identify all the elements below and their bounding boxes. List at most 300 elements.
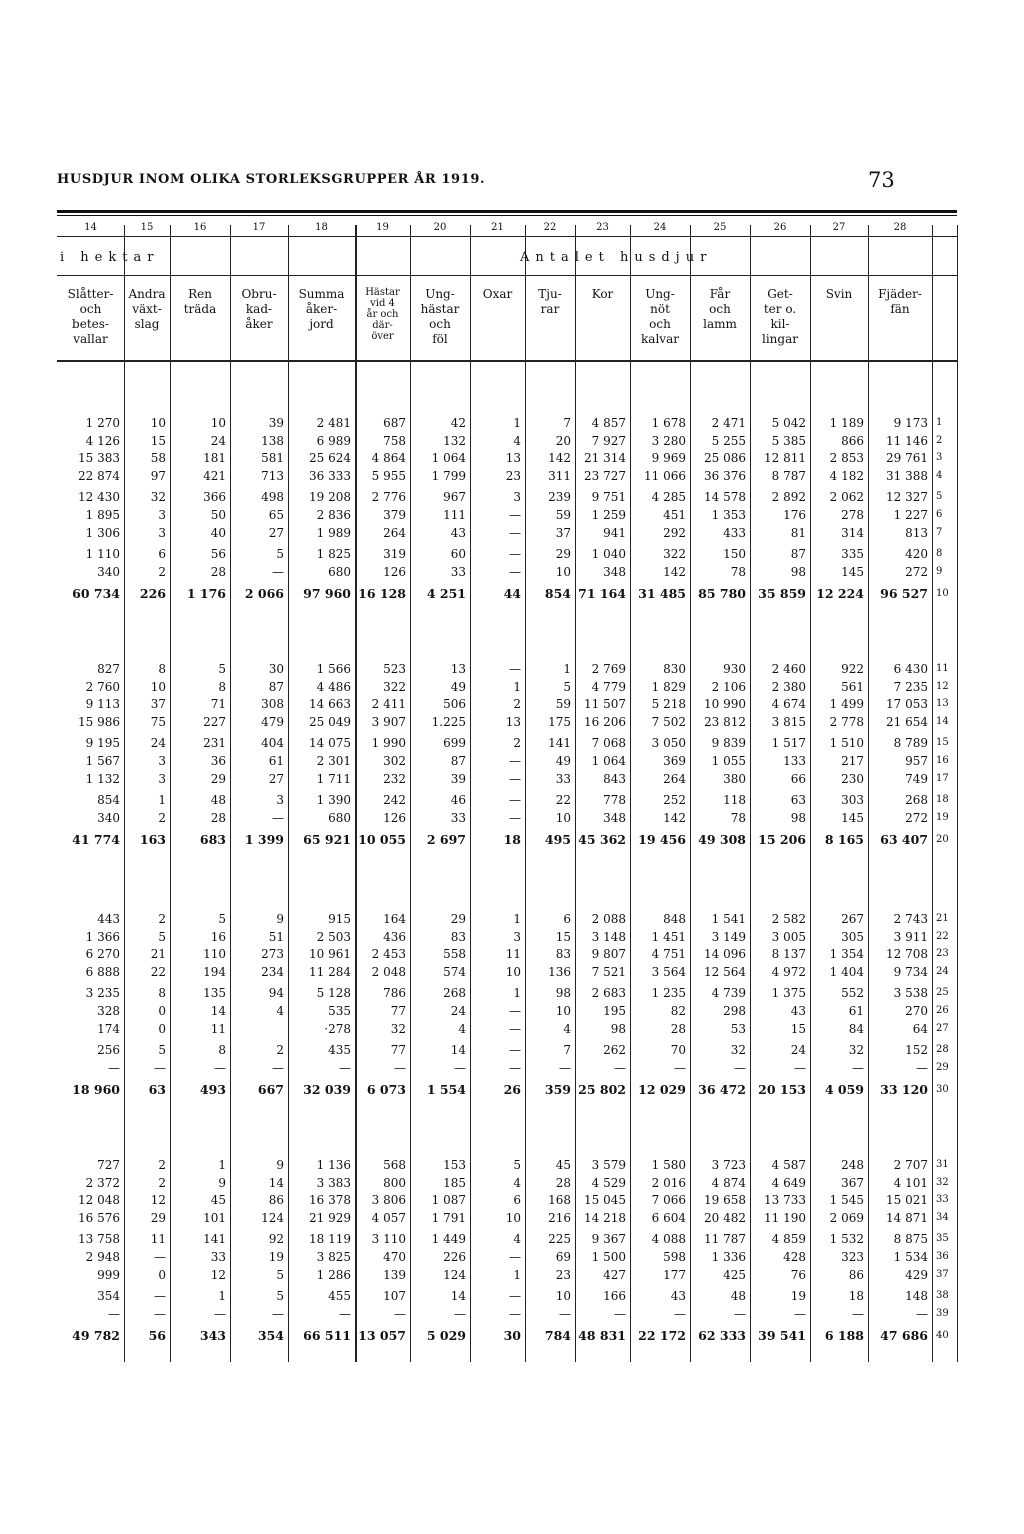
table-cell: 32 <box>390 1021 406 1036</box>
table-cell: — <box>852 1060 864 1075</box>
row-number: 5 <box>936 491 943 503</box>
table-cell: 369 <box>663 754 686 768</box>
table-cell: 78 <box>730 564 746 579</box>
table-cell: 256 <box>97 1043 120 1058</box>
table-cell: 98 <box>610 1021 626 1036</box>
table-cell: 48 <box>210 793 226 808</box>
table-cell: 1 375 <box>771 986 806 1001</box>
table-cell: 3 815 <box>771 714 806 729</box>
table-cell: 181 <box>203 451 226 466</box>
table-cell: 1 336 <box>711 1250 746 1264</box>
table-cell: 13 758 <box>78 1232 120 1247</box>
table-cell: 23 <box>555 1267 571 1282</box>
table-cell: 1 517 <box>771 736 806 751</box>
table-cell: 2 453 <box>371 947 406 962</box>
row-number: 4 <box>936 469 943 481</box>
table-cell: 176 <box>783 508 806 522</box>
column-header: Får och lamm <box>703 287 737 331</box>
table-cell: 264 <box>663 771 686 786</box>
table-cell: — <box>734 1060 746 1075</box>
table-cell: 957 <box>905 754 928 768</box>
table-cell: 70 <box>670 1043 686 1058</box>
table-cell: 217 <box>841 754 864 768</box>
table-cell: 15 986 <box>78 714 120 729</box>
table-cell: 87 <box>790 547 806 562</box>
table-cell: 94 <box>268 986 284 1001</box>
table-cell: 3 907 <box>371 714 406 729</box>
table-cell: — <box>339 1060 351 1075</box>
row-number: 6 <box>936 509 943 520</box>
row-number-total: 40 <box>936 1330 949 1342</box>
table-cell: 1 791 <box>431 1210 466 1225</box>
row-number: 15 <box>936 737 949 749</box>
table-cell: 42 <box>450 416 466 430</box>
total-cell: 20 153 <box>758 1082 806 1098</box>
table-cell: 6 888 <box>85 964 120 979</box>
table-cell: 43 <box>670 1289 686 1304</box>
table-cell: 1 354 <box>829 947 864 962</box>
table-cell: — <box>154 1250 166 1264</box>
table-cell: 268 <box>905 793 928 808</box>
table-cell: 175 <box>548 714 571 729</box>
table-cell: 2 301 <box>316 754 351 768</box>
table-cell: 2 776 <box>371 490 406 505</box>
table-cell: 25 086 <box>704 451 746 466</box>
table-cell: 2 853 <box>829 451 864 466</box>
table-cell: 10 <box>555 810 571 825</box>
total-cell: 30 <box>503 1328 521 1344</box>
table-cell: 11 146 <box>886 433 928 448</box>
table-cell: 3 <box>158 754 166 768</box>
table-cell: 451 <box>663 508 686 522</box>
table-cell: 23 <box>505 468 521 483</box>
table-cell: 4 529 <box>591 1175 626 1190</box>
table-cell: 24 <box>150 736 166 751</box>
table-cell: 124 <box>443 1267 466 1282</box>
table-cell: 4 101 <box>893 1175 928 1190</box>
table-cell: 9 839 <box>711 736 746 751</box>
table-cell: 142 <box>663 810 686 825</box>
table-cell: 3 <box>276 793 284 808</box>
table-cell: 680 <box>328 564 351 579</box>
total-cell: 26 <box>503 1082 521 1098</box>
table-cell: 298 <box>723 1004 746 1018</box>
table-cell: 13 733 <box>764 1193 806 1208</box>
table-cell: 56 <box>210 547 226 562</box>
table-cell: 1 286 <box>316 1267 351 1282</box>
total-cell: 39 541 <box>758 1328 806 1344</box>
total-cell: 10 055 <box>358 832 406 848</box>
table-cell: 9 751 <box>591 490 626 505</box>
table-cell: 126 <box>383 810 406 825</box>
header-bottom-rule <box>57 360 957 362</box>
table-cell: — <box>509 1043 521 1058</box>
table-cell: 33 <box>555 771 571 786</box>
table-cell: 59 <box>555 508 571 522</box>
table-cell: 150 <box>723 547 746 562</box>
row-number: 36 <box>936 1251 949 1262</box>
table-cell: 4 857 <box>591 416 626 430</box>
table-cell: — <box>272 564 284 579</box>
table-cell: 5 <box>158 929 166 944</box>
table-cell: — <box>674 1306 686 1321</box>
table-cell: 152 <box>905 1043 928 1058</box>
table-cell: 12 811 <box>764 451 806 466</box>
column-number: 21 <box>491 222 504 233</box>
table-cell: 83 <box>555 947 571 962</box>
table-cell: 138 <box>261 433 284 448</box>
table-cell: 6 430 <box>893 662 928 676</box>
table-cell: 470 <box>383 1250 406 1264</box>
table-cell: 3 <box>513 929 521 944</box>
table-cell: 4 649 <box>771 1175 806 1190</box>
total-cell: 19 456 <box>638 832 686 848</box>
table-cell: 1 306 <box>85 525 120 540</box>
row-number-total: 10 <box>936 588 949 600</box>
table-cell: 12 327 <box>886 490 928 505</box>
total-cell: 784 <box>544 1328 571 1344</box>
table-cell: 941 <box>603 525 626 540</box>
table-cell: 1 829 <box>651 679 686 694</box>
table-cell: 800 <box>383 1175 406 1190</box>
table-cell: 1 136 <box>316 1158 351 1172</box>
row-number: 14 <box>936 715 949 727</box>
table-cell: 10 <box>150 416 166 430</box>
table-cell: 86 <box>848 1267 864 1282</box>
table-cell: 4 <box>513 1175 521 1190</box>
table-cell: 305 <box>841 929 864 944</box>
table-cell: 323 <box>841 1250 864 1264</box>
table-cell: 87 <box>450 754 466 768</box>
table-cell: 17 053 <box>886 697 928 712</box>
table-cell: 45 <box>555 1158 571 1172</box>
table-cell: 3 <box>158 508 166 522</box>
table-cell: 1 366 <box>85 929 120 944</box>
table-cell: 4 088 <box>651 1232 686 1247</box>
table-cell: 11 787 <box>704 1232 746 1247</box>
table-cell: 427 <box>603 1267 626 1282</box>
column-number: 24 <box>653 222 667 233</box>
table-cell: 10 <box>555 564 571 579</box>
table-cell: — <box>214 1060 226 1075</box>
total-cell: 96 527 <box>880 586 928 602</box>
table-cell: 29 <box>450 912 466 926</box>
table-cell: 22 874 <box>78 468 120 483</box>
row-number: 31 <box>936 1159 949 1170</box>
total-cell: 13 057 <box>358 1328 406 1344</box>
total-cell: 85 780 <box>698 586 746 602</box>
table-cell: 21 314 <box>584 451 626 466</box>
table-cell: 14 <box>268 1175 284 1190</box>
table-cell: 32 <box>848 1043 864 1058</box>
table-cell: 8 789 <box>893 736 928 751</box>
table-cell: 3 <box>158 771 166 786</box>
table-cell: 2 411 <box>371 697 406 712</box>
column-header: Tju- rar <box>538 287 562 316</box>
table-cell: — <box>614 1306 626 1321</box>
table-cell: 25 624 <box>309 451 351 466</box>
table-cell: 367 <box>841 1175 864 1190</box>
table-cell: 4 486 <box>316 679 351 694</box>
table-cell: 111 <box>443 508 466 522</box>
table-cell: 11 <box>210 1021 226 1036</box>
table-cell: — <box>108 1306 120 1321</box>
table-cell: 69 <box>555 1250 571 1264</box>
table-cell: 778 <box>603 793 626 808</box>
table-cell: 2 582 <box>771 912 806 926</box>
table-cell: — <box>509 771 521 786</box>
table-cell: 366 <box>203 490 226 505</box>
table-cell: 4 587 <box>771 1158 806 1172</box>
table-cell: 39 <box>450 771 466 786</box>
top-rule-thin <box>57 215 957 216</box>
row-number: 7 <box>936 526 943 538</box>
table-cell: 558 <box>443 947 466 962</box>
table-cell: — <box>509 1306 521 1321</box>
table-cell: 1 545 <box>829 1193 864 1208</box>
table-cell: 2 <box>513 697 521 712</box>
table-cell: 1 <box>218 1289 226 1304</box>
column-divider <box>932 225 933 1362</box>
table-cell: 2 481 <box>316 416 351 430</box>
table-cell: 2 892 <box>771 490 806 505</box>
total-cell: 354 <box>257 1328 284 1344</box>
table-cell: 435 <box>328 1043 351 1058</box>
table-cell: 61 <box>268 754 284 768</box>
table-cell: 420 <box>905 547 928 562</box>
table-cell: 14 <box>210 1004 226 1018</box>
table-cell: 29 <box>210 771 226 786</box>
table-cell: — <box>509 793 521 808</box>
table-cell: 166 <box>603 1289 626 1304</box>
table-cell: 64 <box>912 1021 928 1036</box>
total-cell: 47 686 <box>880 1328 928 1344</box>
table-cell: 827 <box>97 662 120 676</box>
table-cell: 5 <box>563 679 571 694</box>
table-cell: 4 859 <box>771 1232 806 1247</box>
table-cell: 1 087 <box>431 1193 466 1208</box>
table-cell: 1 678 <box>651 416 686 430</box>
total-cell: 18 960 <box>72 1082 120 1098</box>
table-cell: 81 <box>790 525 806 540</box>
row-number: 35 <box>936 1233 949 1245</box>
table-cell: 46 <box>450 793 466 808</box>
table-cell: 49 <box>450 679 466 694</box>
table-cell: — <box>916 1060 928 1075</box>
table-cell: 7 066 <box>651 1193 686 1208</box>
row-number-total: 20 <box>936 834 949 846</box>
table-cell: — <box>154 1289 166 1304</box>
top-rule <box>57 210 957 213</box>
table-cell: — <box>272 810 284 825</box>
table-cell: 535 <box>328 1004 351 1018</box>
table-cell: 22 <box>555 793 571 808</box>
table-cell: 174 <box>97 1021 120 1036</box>
table-cell: 87 <box>268 679 284 694</box>
table-cell: — <box>852 1306 864 1321</box>
table-cell: 7 521 <box>591 964 626 979</box>
table-cell: 2 <box>158 564 166 579</box>
table-cell: 15 383 <box>78 451 120 466</box>
row-number: 1 <box>936 417 943 428</box>
table-cell: 4 864 <box>371 451 406 466</box>
table-cell: 14 096 <box>704 947 746 962</box>
table-cell: 5 <box>218 662 226 676</box>
table-cell: 4 674 <box>771 697 806 712</box>
table-cell: 348 <box>603 810 626 825</box>
table-cell: 9 367 <box>591 1232 626 1247</box>
table-cell: 11 066 <box>644 468 686 483</box>
table-cell: 1 <box>158 793 166 808</box>
page-title: HUSDJUR INOM OLIKA STORLEKSGRUPPER ÅR 1919. <box>57 172 486 187</box>
table-cell: 3 538 <box>893 986 928 1001</box>
table-cell: 5 385 <box>771 433 806 448</box>
row-number: 22 <box>936 930 949 942</box>
table-cell: 2 683 <box>591 986 626 1001</box>
table-cell: 4 739 <box>711 986 746 1001</box>
table-cell: 3 825 <box>316 1250 351 1264</box>
column-header: Kor <box>591 287 614 301</box>
table-cell: 5 128 <box>316 986 351 1001</box>
table-cell: — <box>454 1306 466 1321</box>
row-number: 9 <box>936 565 943 577</box>
table-cell: 9 195 <box>85 736 120 751</box>
table-cell: 1 566 <box>316 662 351 676</box>
table-cell: 1 110 <box>85 547 120 562</box>
row-number: 39 <box>936 1307 949 1319</box>
column-header: Ung- hästar och föl <box>420 287 460 346</box>
table-cell: 272 <box>905 564 928 579</box>
table-cell: — <box>614 1060 626 1075</box>
table-cell: — <box>794 1060 806 1075</box>
row-number: 34 <box>936 1211 949 1223</box>
table-cell: 227 <box>203 714 226 729</box>
table-cell: 78 <box>730 810 746 825</box>
row-number: 8 <box>936 548 943 560</box>
table-cell: 262 <box>603 1043 626 1058</box>
table-cell: 335 <box>841 547 864 562</box>
total-cell: 22 172 <box>638 1328 686 1344</box>
table-cell: 270 <box>905 1004 928 1018</box>
table-cell: 2 <box>158 810 166 825</box>
table-cell: 142 <box>663 564 686 579</box>
table-cell: 19 <box>790 1289 806 1304</box>
column-header: Get- ter o. kil- lingar <box>762 287 798 346</box>
table-cell: 1 <box>513 679 521 694</box>
table-cell: 2 471 <box>711 416 746 430</box>
table-cell: 3 110 <box>371 1232 406 1247</box>
table-cell: 36 376 <box>704 468 746 483</box>
table-cell: 145 <box>841 564 864 579</box>
table-cell: 1 270 <box>85 416 120 430</box>
table-cell: 4 972 <box>771 964 806 979</box>
table-cell: 930 <box>723 662 746 676</box>
table-cell: 340 <box>97 810 120 825</box>
table-cell: 15 <box>790 1021 806 1036</box>
table-cell: 4 057 <box>371 1210 406 1225</box>
table-cell: 23 727 <box>584 468 626 483</box>
table-cell: 10 <box>555 1289 571 1304</box>
table-cell: 37 <box>150 697 166 712</box>
table-cell: 5 255 <box>711 433 746 448</box>
total-cell: 359 <box>544 1082 571 1098</box>
table-cell: 273 <box>261 947 284 962</box>
row-number: 11 <box>936 663 949 674</box>
table-cell: 16 206 <box>584 714 626 729</box>
table-cell: 4 <box>458 1021 466 1036</box>
total-cell: 4 059 <box>824 1082 864 1098</box>
table-cell: — <box>509 810 521 825</box>
total-cell: 56 <box>148 1328 166 1344</box>
table-cell: 141 <box>203 1232 226 1247</box>
table-cell: 11 <box>150 1232 166 1247</box>
row-number: 18 <box>936 794 949 806</box>
table-cell: 1 990 <box>371 736 406 751</box>
table-cell: 1 353 <box>711 508 746 522</box>
table-cell: 126 <box>383 564 406 579</box>
table-cell: 63 <box>790 793 806 808</box>
table-cell: 136 <box>548 964 571 979</box>
table-cell: 278 <box>841 508 864 522</box>
total-cell: 35 859 <box>758 586 806 602</box>
table-cell: 13 <box>450 662 466 676</box>
total-cell: 8 165 <box>824 832 864 848</box>
table-cell: 248 <box>841 1158 864 1172</box>
table-cell: 101 <box>203 1210 226 1225</box>
total-cell: 2 066 <box>244 586 284 602</box>
total-cell: 49 782 <box>72 1328 120 1344</box>
total-cell: 4 251 <box>426 586 466 602</box>
header-rule <box>57 236 957 237</box>
table-cell: 27 <box>268 525 284 540</box>
table-cell: — <box>394 1060 406 1075</box>
table-cell: 43 <box>790 1004 806 1018</box>
table-cell: 33 <box>210 1250 226 1264</box>
table-cell: 2 <box>158 1175 166 1190</box>
column-number: 26 <box>773 222 787 233</box>
row-number: 12 <box>936 680 949 692</box>
table-cell: 15 <box>555 929 571 944</box>
table-cell: 16 <box>210 929 226 944</box>
table-cell: 2 048 <box>371 964 406 979</box>
table-cell: 6 <box>513 1193 521 1208</box>
table-cell: 5 <box>276 1289 284 1304</box>
table-cell: 14 <box>450 1043 466 1058</box>
row-number: 32 <box>936 1176 949 1188</box>
table-cell: 195 <box>603 1004 626 1018</box>
table-cell: 77 <box>390 1043 406 1058</box>
table-cell: 2 769 <box>591 662 626 676</box>
table-cell: 727 <box>97 1158 120 1172</box>
table-cell: 5 <box>158 1043 166 1058</box>
table-cell: 145 <box>841 810 864 825</box>
table-cell: 854 <box>97 793 120 808</box>
table-cell: 234 <box>261 964 284 979</box>
table-cell: 319 <box>383 547 406 562</box>
table-cell: 8 875 <box>893 1232 928 1247</box>
table-cell: 75 <box>150 714 166 729</box>
table-cell: 568 <box>383 1158 406 1172</box>
table-cell: 1 449 <box>431 1232 466 1247</box>
page-number: 73 <box>868 168 895 192</box>
table-cell: 380 <box>723 771 746 786</box>
table-cell: 2 069 <box>829 1210 864 1225</box>
table-cell: 226 <box>443 1250 466 1264</box>
table-cell: 124 <box>261 1210 284 1225</box>
total-cell: 48 831 <box>578 1328 626 1344</box>
total-cell: 6 073 <box>366 1082 406 1098</box>
table-cell: 404 <box>261 736 284 751</box>
